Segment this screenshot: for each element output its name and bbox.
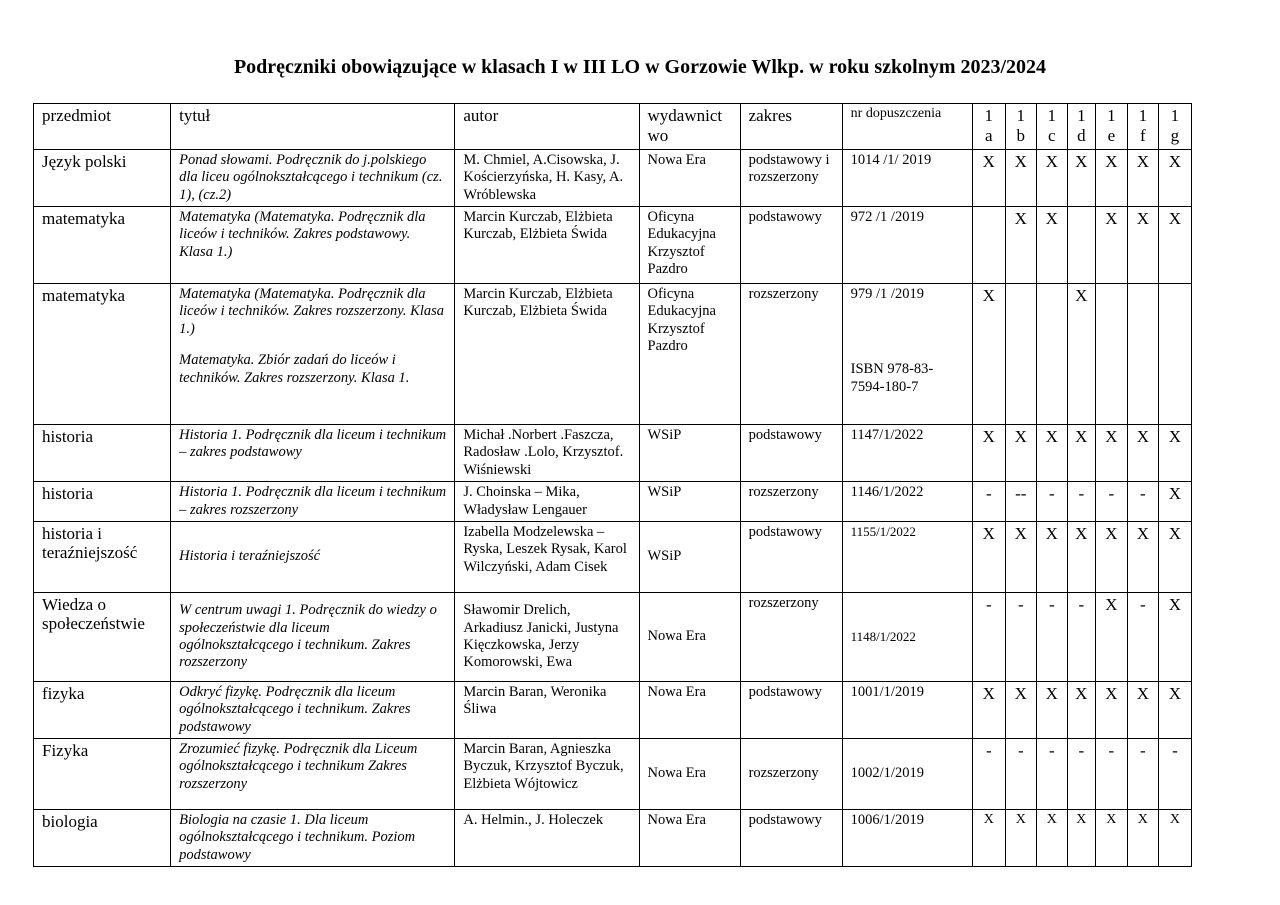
header-author: autor [455,104,639,150]
publisher-cell: Nowa Era [639,739,740,810]
table-row [34,810,1192,867]
title-cell: Historia i teraźniejszość [171,521,455,592]
title-cell: W centrum uwagi 1. Podręcznik do wiedzy o społeczeństwie dla liceum ogólnokształcącego i technikum. Zakres rozszerzony [171,592,455,681]
class-num: 1 [1138,106,1148,125]
class-letter: g [1170,126,1180,146]
title-cell [171,283,455,424]
class-1a-cell: X [972,521,1005,592]
table-row [34,681,1192,738]
title-text: Matematyka (Matematyka. Podręcznik dla liceów i techników. Zakres rozszerzony. Klasa 1.) [179,285,444,337]
header-publisher [639,104,740,150]
class-1b-cell: -- [1005,482,1036,522]
author-cell: Marcin Baran, Weronika Śliwa [455,681,639,738]
class-1e-cell: X [1095,681,1127,738]
class-1c-cell: X [1036,521,1067,592]
title-cell: Historia 1. Podręcznik dla liceum i technikum – zakres podstawowy [171,424,455,481]
class-1d-cell: X [1067,149,1095,206]
class-1b-cell: X [1005,424,1036,481]
header-class-1f [1127,104,1158,150]
author-cell: Sławomir Drelich, Arkadiusz Janicki, Justyna Kięczkowska, Jerzy Komorowski, Ewa [455,592,639,681]
header-class-1c [1036,104,1067,150]
class-num: 1 [1107,106,1116,125]
class-1f-cell: X [1127,521,1158,592]
header-class-1e [1095,104,1127,150]
header-publisher-line1: wydawnict [647,106,723,125]
class-1a-cell: X [972,424,1005,481]
class-1c-cell: X [1036,424,1067,481]
class-1f-cell: - [1127,592,1158,681]
subject-cell: Język polski [34,149,171,206]
author-cell: Marcin Kurczab, Elżbieta Kurczab, Elżbieta Świda [455,283,639,424]
header-title: tytuł [171,104,455,150]
title-cell: Historia 1. Podręcznik dla liceum i technikum – zakres rozszerzony [171,482,455,522]
author-cell: A. Helmin., J. Holeczek [455,810,639,867]
class-1e-cell: - [1095,739,1127,810]
author-cell: Marcin Kurczab, Elżbieta Kurczab, Elżbieta Świda [455,206,639,283]
range-cell: rozszerzony [740,482,842,522]
class-1a-cell: - [972,482,1005,522]
class-1a-cell: X [972,810,1005,867]
class-1b-cell: X [1005,206,1036,283]
class-1a-cell: - [972,739,1005,810]
class-1c-cell: X [1036,681,1067,738]
page-title: Podręczniki obowiązujące w klasach I w III LO w Gorzowie Wlkp. w roku szkolnym 2023/2024 [233,56,1047,78]
class-num: 1 [1047,106,1057,125]
title-cell: Zrozumieć fizykę. Podręcznik dla Liceum ogólnokształcącego i technikum Zakres rozszerzony [171,739,455,810]
class-1e-cell: X [1095,149,1127,206]
class-1e-cell: X [1095,206,1127,283]
class-1b-cell: X [1005,681,1036,738]
class-1b-cell: X [1005,521,1036,592]
class-1c-cell: - [1036,482,1067,522]
range-cell: podstawowy i rozszerzony [740,149,842,206]
spacer [179,338,446,352]
class-1c-cell: X [1036,206,1067,283]
subject-cell: fizyka [34,681,171,738]
class-1g-cell: X [1158,424,1191,481]
class-1g-cell: X [1158,521,1191,592]
class-letter: d [1077,126,1086,146]
subject-cell: matematyka [34,283,171,424]
class-1d-cell: - [1067,592,1095,681]
header-class-1d [1067,104,1095,150]
range-cell: podstawowy [740,521,842,592]
publisher-cell: Oficyna Edukacyjna Krzysztof Pazdro [639,206,740,283]
class-1b-cell: X [1005,810,1036,867]
class-1c-cell: - [1036,739,1067,810]
publisher-cell: WSiP [639,482,740,522]
class-num: 1 [1077,106,1086,125]
approval-no-cell: 1146/1/2022 [842,482,972,522]
class-1f-cell: X [1127,424,1158,481]
class-1e-cell: X [1095,424,1127,481]
class-1b-cell [1005,283,1036,424]
class-1f-cell: - [1127,482,1158,522]
class-1e-cell: X [1095,810,1127,867]
class-1f-cell: X [1127,810,1158,867]
class-1f-cell: X [1127,681,1158,738]
approval-no-cell: 1002/1/2019 [842,739,972,810]
range-cell: podstawowy [740,681,842,738]
header-subject: przedmiot [34,104,171,150]
approval-no-cell: 1001/1/2019 [842,681,972,738]
class-1d-cell: - [1067,482,1095,522]
class-1g-cell: X [1158,206,1191,283]
range-cell: podstawowy [740,206,842,283]
class-1f-cell [1127,283,1158,424]
class-1a-cell [972,206,1005,283]
class-1g-cell: X [1158,681,1191,738]
class-1b-cell: - [1005,592,1036,681]
header-range: zakres [740,104,842,150]
class-letter: e [1107,126,1116,146]
class-1e-cell: - [1095,482,1127,522]
class-1d-cell: - [1067,739,1095,810]
approval-no-cell: 1014 /1/ 2019 [842,149,972,206]
title-cell: Ponad słowami. Podręcznik do j.polskiego dla liceu ogólnokształcącego i technikum (cz. 1), (cz.2) [171,149,455,206]
subject-cell: biologia [34,810,171,867]
class-1f-cell: - [1127,739,1158,810]
class-1e-cell: X [1095,592,1127,681]
class-letter: c [1048,126,1056,146]
header-row [34,104,1192,150]
subject-cell: Wiedza o społeczeństwie [34,592,171,681]
header-class-1b [1005,104,1036,150]
table-row [34,424,1192,481]
class-1c-cell: X [1036,149,1067,206]
subject-cell: historia [34,424,171,481]
subject-cell: Fizyka [34,739,171,810]
author-cell: J. Choinska – Mika, Władysław Lengauer [455,482,639,522]
class-1d-cell: X [1067,681,1095,738]
title-cell: Odkryć fizykę. Podręcznik dla liceum ogólnokształcącego i technikum. Zakres podstawowy [171,681,455,738]
header-publisher-line2: wo [647,125,669,145]
class-1f-cell: X [1127,149,1158,206]
class-1a-cell: - [972,592,1005,681]
table-row [34,206,1192,283]
class-num: 1 [984,106,994,125]
class-1g-cell: X [1158,592,1191,681]
publisher-cell: Nowa Era [639,149,740,206]
class-1b-cell: - [1005,739,1036,810]
title-text-2: Matematyka. Zbiór zadań do liceów i techników. Zakres rozszerzony. Klasa 1. [179,352,410,386]
class-1g-cell: X [1158,149,1191,206]
class-1g-cell: X [1158,482,1191,522]
class-1d-cell: X [1067,283,1095,424]
author-cell: M. Chmiel, A.Cisowska, J. Kościerzyńska, H. Kasy, A. Wróblewska [455,149,639,206]
header-class-1a [972,104,1005,150]
publisher-cell: Oficyna Edukacyjna Krzysztof Pazdro [639,283,740,424]
class-1a-cell: X [972,283,1005,424]
class-letter: f [1140,126,1146,146]
header-approval-no: nr dopuszczenia [842,104,972,150]
title-cell: Matematyka (Matematyka. Podręcznik dla liceów i techników. Zakres podstawowy. Klasa 1.) [171,206,455,283]
class-1b-cell: X [1005,149,1036,206]
author-cell: Izabella Modzelewska – Ryska, Leszek Rysak, Karol Wilczyński, Adam Cisek [455,521,639,592]
class-1e-cell [1095,283,1127,424]
subject-cell: historia [34,482,171,522]
approval-no-text: 979 /1 /2019 [850,285,924,302]
subject-cell: matematyka [34,206,171,283]
class-1g-cell [1158,283,1191,424]
approval-no-cell: 1147/1/2022 [842,424,972,481]
author-cell: Marcin Baran, Agnieszka Byczuk, Krzysztof Byczuk, Elżbieta Wójtowicz [455,739,639,810]
class-1c-cell: X [1036,810,1067,867]
class-letter: b [1016,126,1026,146]
class-1d-cell: X [1067,810,1095,867]
range-cell: podstawowy [740,810,842,867]
range-cell: rozszerzony [740,739,842,810]
approval-no-cell [842,283,972,424]
table-row [34,521,1192,592]
class-1g-cell: X [1158,810,1191,867]
table-row [34,592,1192,681]
publisher-cell: Nowa Era [639,681,740,738]
table-row [34,739,1192,810]
class-1a-cell: X [972,149,1005,206]
approval-no-cell: 1006/1/2019 [842,810,972,867]
class-1c-cell [1036,283,1067,424]
subject-cell: historia i teraźniejszość [34,521,171,592]
table-row [34,482,1192,522]
class-1f-cell: X [1127,206,1158,283]
textbook-table [33,103,1192,867]
table-row [34,149,1192,206]
table-row [34,283,1192,424]
class-1d-cell: X [1067,521,1095,592]
class-num: 1 [1016,106,1026,125]
author-cell: Michał .Norbert .Faszcza, Radosław .Lolo, Krzysztof. Wiśniewski [455,424,639,481]
approval-no-cell: 972 /1 /2019 [842,206,972,283]
header-class-1g [1158,104,1191,150]
class-1d-cell [1067,206,1095,283]
range-cell: rozszerzony [740,592,842,681]
publisher-cell: WSiP [639,424,740,481]
isbn-text: ISBN 978-83-7594-180-7 [850,361,934,395]
class-1d-cell: X [1067,424,1095,481]
range-cell: podstawowy [740,424,842,481]
range-cell: rozszerzony [740,283,842,424]
title-cell: Biologia na czasie 1. Dla liceum ogólnokształcącego i technikum. Poziom podstawowy [171,810,455,867]
class-letter: a [985,126,993,146]
class-1g-cell: - [1158,739,1191,810]
publisher-cell: Nowa Era [639,592,740,681]
approval-no-cell: 1148/1/2022 [842,592,972,681]
publisher-cell: Nowa Era [639,810,740,867]
class-1c-cell: - [1036,592,1067,681]
class-num: 1 [1170,106,1180,125]
approval-no-cell: 1155/1/2022 [842,521,972,592]
class-1e-cell: X [1095,521,1127,592]
class-1a-cell: X [972,681,1005,738]
publisher-cell: WSiP [639,521,740,592]
